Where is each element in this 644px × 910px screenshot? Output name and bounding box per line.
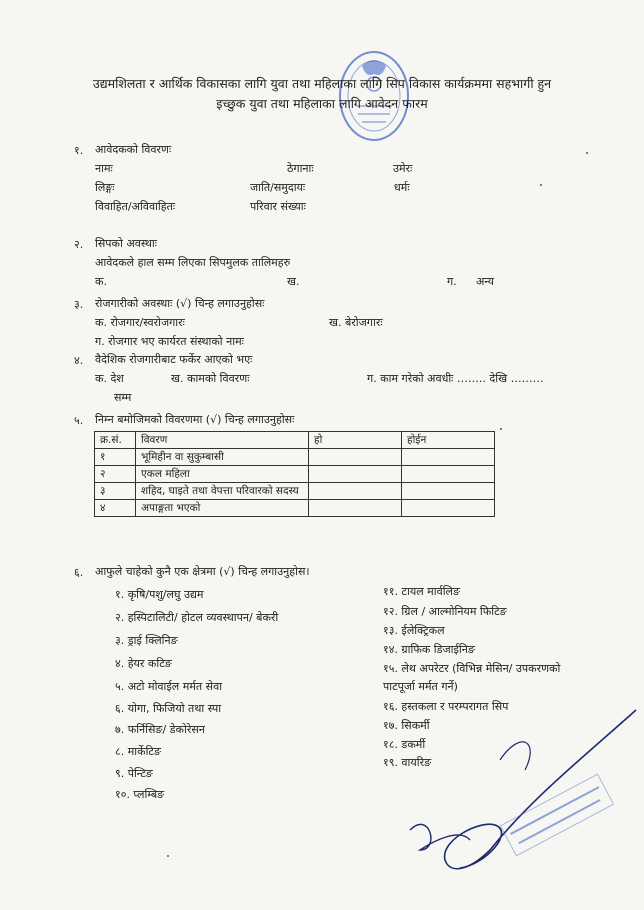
sector-option-left[interactable]: ८. मार्केटिङ	[115, 745, 161, 758]
sector-option-right[interactable]: १५. लेथ अपरेटर (विभिन्न मेसिन/ उपकरणको	[383, 662, 561, 675]
sector-option-left[interactable]: १०. प्लम्बिङ	[115, 788, 165, 801]
speck-mark	[586, 152, 588, 154]
yes-checkbox-cell[interactable]	[309, 449, 402, 466]
address-label: ठेगानाः	[287, 162, 314, 175]
section2-heading: सिपको अवस्थाः	[95, 237, 158, 250]
table-header-description: विवरण	[136, 432, 309, 449]
sector-option-left[interactable]: ४. हेयर कटिङ	[115, 657, 172, 670]
sector-option-right-cont: पाटपूर्जा मर्मत गर्ने)	[383, 680, 458, 693]
table-row	[95, 466, 495, 483]
employer-org-label: ग. रोजगार भए कार्यरत संस्थाको नामः	[95, 335, 244, 348]
no-checkbox-cell[interactable]	[402, 500, 495, 517]
section1-number: १.	[74, 144, 84, 157]
section1-heading: आवेदकको विवरणः	[95, 143, 172, 156]
sector-option-right[interactable]: १६. हस्तकला र परम्परागत सिप	[383, 700, 509, 713]
sector-option-right[interactable]: १७. सिकर्मी	[383, 719, 430, 732]
gender-label: लिङ्गः	[95, 181, 115, 194]
unemployed-label: ख. बेरोजगारः	[329, 316, 383, 329]
skills-description: आवेदकले हाल सम्म लिएका सिपमुलक तालिमहरु	[95, 256, 291, 269]
row-description: शहिद, घाइते तथा वेपत्ता परिवारको सदस्य	[136, 483, 309, 500]
sector-option-left[interactable]: ६. योगा, फिजियो तथा स्पा	[115, 702, 222, 715]
section2-number: २.	[74, 238, 84, 251]
row-sn: १	[95, 449, 136, 466]
marital-status-label: विवाहित/अविवाहितः	[95, 200, 176, 213]
speck-mark	[500, 428, 502, 430]
row-sn: ३	[95, 483, 136, 500]
country-label: क. देश	[95, 372, 124, 385]
table-header-no: होईन	[402, 432, 495, 449]
sector-option-right[interactable]: ११. टायल मार्वलिङ	[383, 585, 461, 598]
skill-option-a: क.	[95, 275, 107, 288]
sector-option-right[interactable]: १८. डकर्मी	[383, 738, 426, 751]
section4-heading: वैदेशिक रोजगारीबाट फर्केर आएको भएः	[95, 353, 253, 366]
employed-label: क. रोजगार/स्वरोजगारः	[95, 316, 185, 329]
section3-number: ३.	[74, 298, 84, 311]
section3-heading: रोजगारीको अवस्थाः (√) चिन्ह लगाउनुहोसः	[95, 297, 265, 310]
sector-option-left[interactable]: ७. फर्निसिङ/ डेकोरेसन	[115, 723, 205, 736]
table-row	[95, 483, 495, 500]
sector-option-right[interactable]: १२. ग्रिल / आल्मोनियम फिटिङ	[383, 605, 507, 618]
sector-option-right[interactable]: १३. ईलेक्ट्रिकल	[383, 624, 445, 637]
name-label: नामः	[95, 162, 113, 175]
status-table	[94, 431, 495, 517]
sector-option-left[interactable]: ५. अटो मोवाईल मर्मत सेवा	[115, 680, 223, 693]
row-sn: २	[95, 466, 136, 483]
table-header-yes: हो	[309, 432, 402, 449]
section4-number: ४.	[74, 354, 84, 367]
signature-and-stamp	[400, 700, 640, 880]
sector-option-right[interactable]: १९. वायरिङ	[383, 756, 432, 769]
age-label: उमेरः	[393, 162, 413, 175]
sector-option-left[interactable]: २. हस्पिटालिटी/ होटल व्यवस्थापन/ बेकरी	[115, 611, 279, 624]
official-stamp-seal	[336, 44, 412, 144]
form-title-line2: इच्छुक युवा तथा महिलाका लागि आवेदन फारम	[216, 96, 428, 111]
row-description: भूमिहीन वा सुकुम्बासी	[136, 449, 309, 466]
row-description: एकल महिला	[136, 466, 309, 483]
no-checkbox-cell[interactable]	[402, 483, 495, 500]
yes-checkbox-cell[interactable]	[309, 466, 402, 483]
religion-label: धर्मः	[394, 181, 410, 194]
sector-option-right[interactable]: १४. ग्राफिक डिजाईनिङ	[383, 643, 475, 656]
section5-heading: निम्न बमोजिमको विवरणमा (√) चिन्ह लगाउनुहोसः	[95, 413, 295, 426]
no-checkbox-cell[interactable]	[402, 466, 495, 483]
family-size-label: परिवार संख्याः	[250, 200, 306, 213]
yes-checkbox-cell[interactable]	[309, 500, 402, 517]
speck-mark	[540, 184, 542, 186]
work-description-label: ख. कामको विवरणः	[171, 372, 250, 385]
sector-option-left[interactable]: ९. पेन्टिङ	[115, 767, 153, 780]
yes-checkbox-cell[interactable]	[309, 483, 402, 500]
table-header-sn: क्र.सं.	[95, 432, 136, 449]
section5-number: ५.	[74, 414, 84, 427]
section6-heading: आफुले चाहेको कुनै एक क्षेत्रमा (√) चिन्ह लगाउनुहोस।	[95, 565, 310, 578]
row-sn: ४	[95, 500, 136, 517]
work-period-label: ग. काम गरेको अवधीः …….. देखि ………	[367, 372, 544, 385]
speck-mark	[167, 855, 169, 857]
until-label: सम्म	[114, 391, 132, 404]
table-row	[95, 500, 495, 517]
caste-label: जाति/समुदायः	[250, 181, 306, 194]
form-title-line1: उद्यमशिलता र आर्थिक विकासका लागि युवा तथा महिलाका लागि सिप विकास कार्यक्रममा सहभागी हुन	[92, 76, 552, 91]
table-header-row	[95, 432, 495, 449]
sector-option-left[interactable]: १. कृषि/पशु/लघु उद्यम	[115, 588, 204, 601]
skill-option-b: ख.	[287, 275, 300, 288]
sector-option-left[interactable]: ३. ड्राई क्लिनिङ	[115, 634, 178, 647]
no-checkbox-cell[interactable]	[402, 449, 495, 466]
table-row	[95, 449, 495, 466]
skill-option-other: अन्य	[476, 275, 495, 288]
skill-option-c: ग.	[447, 275, 457, 288]
row-description: अपाङ्गता भएको	[136, 500, 309, 517]
section6-number: ६.	[74, 566, 84, 579]
